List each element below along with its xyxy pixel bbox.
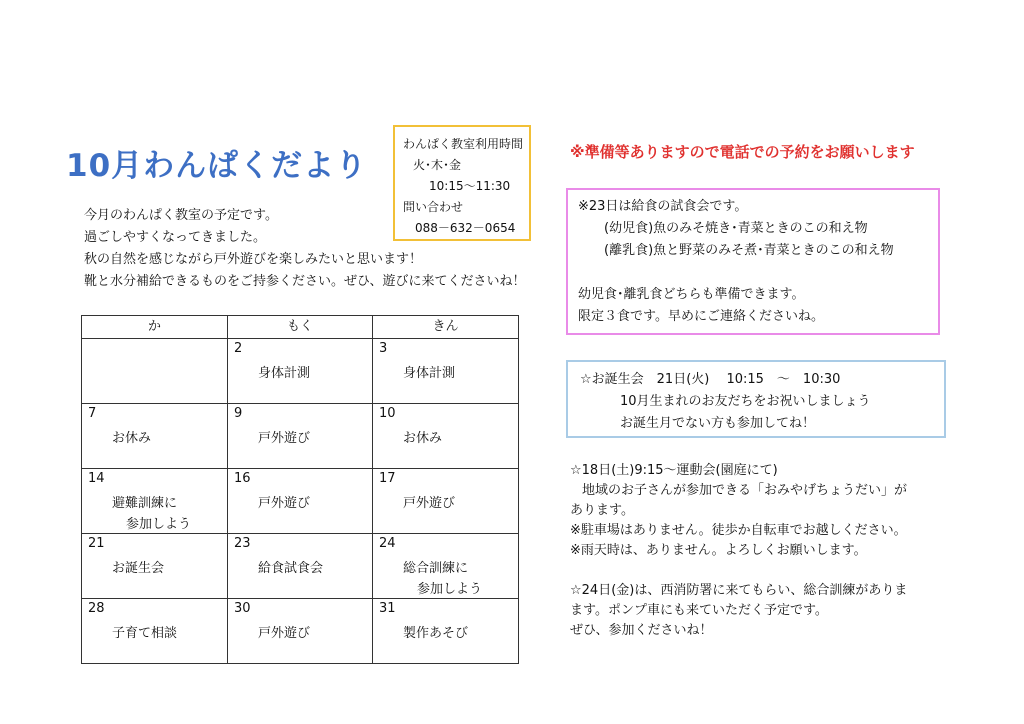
lunch-spacer xyxy=(578,262,938,284)
calendar-cell xyxy=(82,534,228,599)
day-event: 身体計測 xyxy=(403,366,456,381)
calendar-row xyxy=(82,339,519,404)
contact-label: 問い合わせ xyxy=(403,200,464,214)
event-line: ※雨天時は、ありません。よろしくお願いします。 xyxy=(570,543,867,558)
calendar-row xyxy=(82,404,519,469)
intro-line: 過ごしやすくなってきました。 xyxy=(84,230,267,245)
event-line: ぜひ、参加くださいね！ xyxy=(570,623,713,638)
hours-box xyxy=(393,125,531,241)
page-title: 10月わんぱくだより xyxy=(66,148,368,184)
day-event: 戸外遊び xyxy=(258,626,311,641)
event-line: ※駐車場はありません。徒歩か自転車でお越しください。 xyxy=(570,523,907,538)
day-number: 16 xyxy=(234,471,251,486)
day-number: 30 xyxy=(234,601,251,616)
lunch-line: ※23日は給食の試食会です。 xyxy=(578,199,748,214)
day-number: 31 xyxy=(379,601,396,616)
calendar-cell xyxy=(82,404,228,469)
event-line: ます。ポンプ車にも来ていただく予定です。 xyxy=(570,603,828,618)
calendar-cell xyxy=(228,469,373,534)
birthday-line: お誕生月でない方も参加してね！ xyxy=(620,416,816,431)
calendar-row xyxy=(82,469,519,534)
calendar-table xyxy=(81,315,519,664)
hours-days: 火･木･金 xyxy=(413,158,462,172)
day-number: 7 xyxy=(88,406,97,421)
day-event: お休み xyxy=(112,431,152,446)
day-number: 24 xyxy=(379,536,396,551)
day-event: 給食試食会 xyxy=(258,561,324,576)
hours-label: わんぱく教室利用時間 xyxy=(403,137,524,151)
header-tuesday: か xyxy=(82,316,228,339)
lunch-line: 幼児食･離乳食どちらも準備できます。 xyxy=(578,287,805,302)
day-event: 総合訓練に xyxy=(403,561,469,576)
lunch-tasting-box xyxy=(566,188,940,335)
calendar-cell xyxy=(373,469,519,534)
calendar-cell xyxy=(82,469,228,534)
event-line: あります。 xyxy=(570,503,634,518)
event-line: 地域のお子さんが参加できる「おみやげちょうだい」が xyxy=(582,483,908,498)
intro-line: 今月のわんぱく教室の予定です。 xyxy=(84,208,278,223)
calendar-cell xyxy=(373,599,519,664)
calendar-cell xyxy=(228,404,373,469)
day-event: 避難訓練に xyxy=(112,496,178,511)
calendar-cell xyxy=(373,404,519,469)
intro-line: 秋の自然を感じながら戸外遊びを楽しみたいと思います！ xyxy=(84,252,423,267)
contact-phone: 088－632－0654 xyxy=(415,221,516,235)
calendar-cell xyxy=(82,339,228,404)
calendar-row xyxy=(82,534,519,599)
calendar-cell xyxy=(373,339,519,404)
day-event: 子育て相談 xyxy=(112,626,178,641)
day-number: 3 xyxy=(379,341,388,356)
hours-time: 10:15～11:30 xyxy=(429,179,511,193)
header-friday: きん xyxy=(373,316,519,339)
day-number: 28 xyxy=(88,601,105,616)
birthday-line: 10月生まれのお友だちをお祝いしましょう xyxy=(620,394,871,409)
day-event: 身体計測 xyxy=(258,366,311,381)
calendar-cell xyxy=(228,534,373,599)
day-number: 2 xyxy=(234,341,243,356)
day-event: 製作あそび xyxy=(403,626,469,641)
event-line: ☆24日(金)は、西消防署に来てもらい、総合訓練がありま xyxy=(570,583,908,598)
header-thursday: もく xyxy=(228,316,373,339)
day-event: 戸外遊び xyxy=(258,431,311,446)
lunch-line: 限定３食です。早めにご連絡くださいね。 xyxy=(578,309,824,324)
day-event-line2: 参加しよう xyxy=(417,582,483,597)
day-number: 23 xyxy=(234,536,251,551)
day-event: 戸外遊び xyxy=(258,496,311,511)
day-number: 9 xyxy=(234,406,243,421)
calendar-row xyxy=(82,599,519,664)
calendar-cell xyxy=(82,599,228,664)
day-number: 10 xyxy=(379,406,396,421)
day-event-line2: 参加しよう xyxy=(126,517,192,532)
day-event: 戸外遊び xyxy=(403,496,456,511)
birthday-line: ☆お誕生会 21日(火) 10:15 ～ 10:30 xyxy=(580,372,841,387)
birthday-box xyxy=(566,360,946,438)
reservation-notice: ※準備等ありますので電話での予約をお願いします xyxy=(570,143,915,161)
calendar-cell xyxy=(373,534,519,599)
day-event: お誕生会 xyxy=(112,561,165,576)
intro-line: 靴と水分補給できるものをご持参ください。ぜひ、遊びに来てくださいね！ xyxy=(84,274,526,289)
lunch-line: (幼児食)魚のみそ焼き･青菜ときのこの和え物 xyxy=(604,221,868,236)
calendar-header-row xyxy=(82,316,519,339)
event-spacer xyxy=(570,561,907,581)
calendar-cell xyxy=(228,339,373,404)
calendar-cell xyxy=(228,599,373,664)
day-number: 21 xyxy=(88,536,105,551)
lunch-line: (離乳食)魚と野菜のみそ煮･青菜ときのこの和え物 xyxy=(604,243,894,258)
events-section xyxy=(570,461,907,641)
event-line: ☆18日(土)9:15～運動会(園庭にて) xyxy=(570,463,778,478)
day-event: お休み xyxy=(403,431,443,446)
day-number: 17 xyxy=(379,471,396,486)
day-number: 14 xyxy=(88,471,105,486)
